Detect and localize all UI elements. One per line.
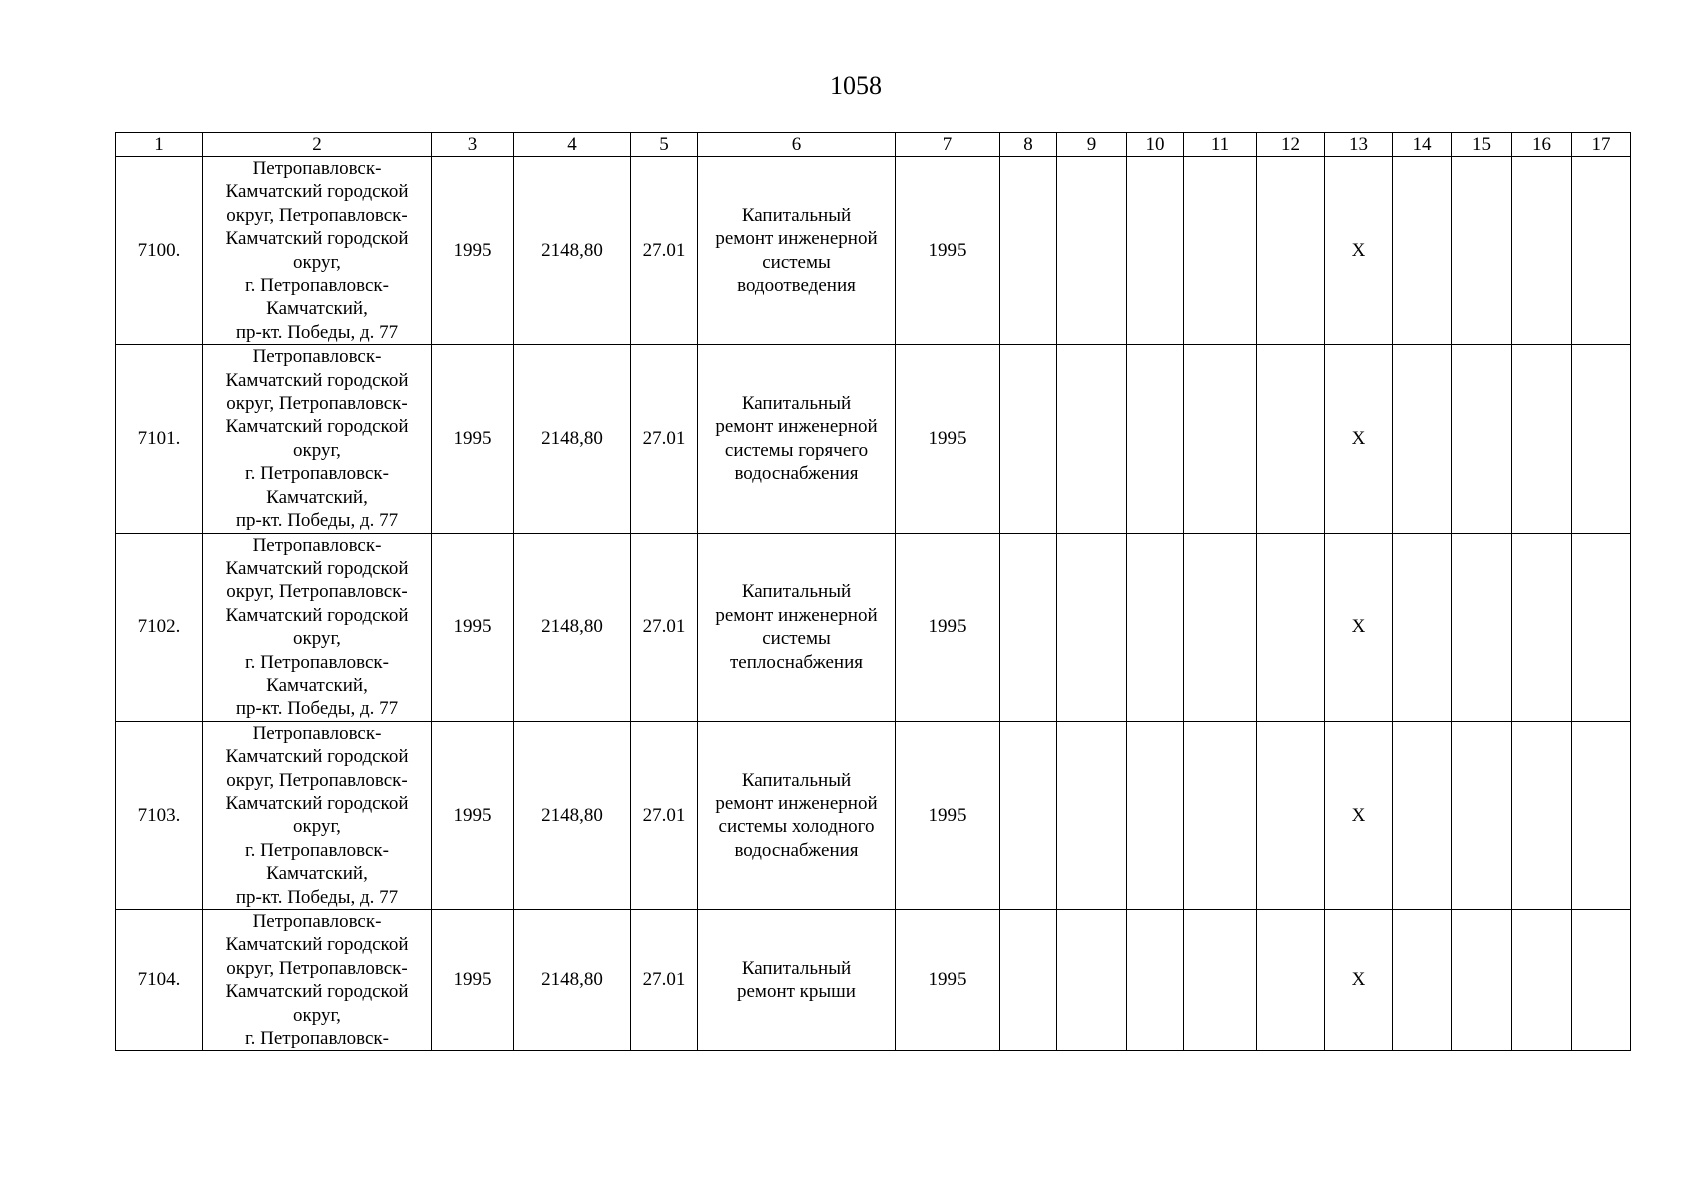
column-header: 8 xyxy=(1000,133,1057,157)
empty-cell xyxy=(1057,910,1127,1051)
empty-cell xyxy=(1572,345,1631,533)
empty-cell xyxy=(1000,345,1057,533)
empty-cell xyxy=(1000,721,1057,909)
column-header: 17 xyxy=(1572,133,1631,157)
code-cell: 27.01 xyxy=(631,533,698,721)
empty-cell xyxy=(1057,345,1127,533)
column-header: 3 xyxy=(432,133,514,157)
work-type-text: Капитальный ремонт инженерной системы теплоснабжения xyxy=(715,581,878,673)
registry-table xyxy=(115,132,1631,1051)
mark-cell: X xyxy=(1325,533,1393,721)
work-type-cell xyxy=(698,721,896,909)
address-cell xyxy=(203,910,432,1051)
column-header: 11 xyxy=(1184,133,1257,157)
year-cell: 1995 xyxy=(896,533,1000,721)
empty-cell xyxy=(1257,345,1325,533)
empty-cell xyxy=(1452,910,1512,1051)
empty-cell xyxy=(1572,533,1631,721)
address-text: Петропавловск- Камчатский городской округ, Петропавловск- Камчатский городской округ, г. Петропавловск- Камчатский, пр-кт. Победы, д. 77 xyxy=(225,534,409,720)
column-header: 2 xyxy=(203,133,432,157)
year-cell: 1995 xyxy=(896,721,1000,909)
empty-cell xyxy=(1184,721,1257,909)
empty-cell xyxy=(1512,533,1572,721)
empty-cell xyxy=(1184,533,1257,721)
work-type-text: Капитальный ремонт инженерной системы горячего водоснабжения xyxy=(715,393,878,485)
empty-cell xyxy=(1257,910,1325,1051)
empty-cell xyxy=(1572,721,1631,909)
code-cell: 27.01 xyxy=(631,721,698,909)
area-cell: 2148,80 xyxy=(514,345,631,533)
empty-cell xyxy=(1572,157,1631,345)
mark-cell: X xyxy=(1325,721,1393,909)
year-cell: 1995 xyxy=(432,345,514,533)
empty-cell xyxy=(1184,345,1257,533)
work-type-cell xyxy=(698,157,896,345)
header-row xyxy=(116,133,1631,157)
address-cell xyxy=(203,533,432,721)
empty-cell xyxy=(1257,533,1325,721)
empty-cell xyxy=(1127,533,1184,721)
year-cell: 1995 xyxy=(432,910,514,1051)
address-text: Петропавловск- Камчатский городской округ, Петропавловск- Камчатский городской округ, г. Петропавловск- xyxy=(225,911,409,1050)
year-cell: 1995 xyxy=(896,910,1000,1051)
area-cell: 2148,80 xyxy=(514,910,631,1051)
empty-cell xyxy=(1393,721,1452,909)
address-cell xyxy=(203,721,432,909)
empty-cell xyxy=(1512,345,1572,533)
table-row xyxy=(116,721,1631,909)
empty-cell xyxy=(1393,157,1452,345)
empty-cell xyxy=(1393,910,1452,1051)
table-row xyxy=(116,345,1631,533)
empty-cell xyxy=(1000,910,1057,1051)
mark-cell: X xyxy=(1325,345,1393,533)
work-type-cell xyxy=(698,345,896,533)
column-header: 6 xyxy=(698,133,896,157)
row-number: 7100. xyxy=(116,157,203,345)
empty-cell xyxy=(1127,345,1184,533)
empty-cell xyxy=(1127,721,1184,909)
row-number: 7101. xyxy=(116,345,203,533)
column-header: 13 xyxy=(1325,133,1393,157)
column-header: 10 xyxy=(1127,133,1184,157)
empty-cell xyxy=(1184,910,1257,1051)
address-cell xyxy=(203,345,432,533)
empty-cell xyxy=(1127,157,1184,345)
area-cell: 2148,80 xyxy=(514,533,631,721)
column-header: 1 xyxy=(116,133,203,157)
code-cell: 27.01 xyxy=(631,157,698,345)
address-text: Петропавловск- Камчатский городской округ, Петропавловск- Камчатский городской округ, г. Петропавловск- Камчатский, пр-кт. Победы, д. 77 xyxy=(225,346,409,532)
empty-cell xyxy=(1452,157,1512,345)
area-cell: 2148,80 xyxy=(514,721,631,909)
column-header: 15 xyxy=(1452,133,1512,157)
empty-cell xyxy=(1127,910,1184,1051)
empty-cell xyxy=(1057,533,1127,721)
address-cell xyxy=(203,157,432,345)
empty-cell xyxy=(1257,721,1325,909)
page-number: 1058 xyxy=(830,71,882,100)
year-cell: 1995 xyxy=(896,157,1000,345)
empty-cell xyxy=(1452,345,1512,533)
year-cell: 1995 xyxy=(896,345,1000,533)
column-header: 4 xyxy=(514,133,631,157)
empty-cell xyxy=(1184,157,1257,345)
address-text: Петропавловск- Камчатский городской округ, Петропавловск- Камчатский городской округ, г. Петропавловск- Камчатский, пр-кт. Победы, д. 77 xyxy=(225,722,409,908)
empty-cell xyxy=(1393,533,1452,721)
empty-cell xyxy=(1057,157,1127,345)
year-cell: 1995 xyxy=(432,721,514,909)
empty-cell xyxy=(1452,721,1512,909)
empty-cell xyxy=(1257,157,1325,345)
column-header: 5 xyxy=(631,133,698,157)
empty-cell xyxy=(1000,157,1057,345)
empty-cell xyxy=(1572,910,1631,1051)
empty-cell xyxy=(1000,533,1057,721)
table-row xyxy=(116,533,1631,721)
column-header: 14 xyxy=(1393,133,1452,157)
column-header: 9 xyxy=(1057,133,1127,157)
work-type-text: Капитальный ремонт крыши xyxy=(737,957,856,1002)
work-type-text: Капитальный ремонт инженерной системы холодного водоснабжения xyxy=(715,769,878,861)
area-cell: 2148,80 xyxy=(514,157,631,345)
empty-cell xyxy=(1057,721,1127,909)
empty-cell xyxy=(1512,721,1572,909)
row-number: 7102. xyxy=(116,533,203,721)
mark-cell: X xyxy=(1325,157,1393,345)
table-row xyxy=(116,157,1631,345)
work-type-cell xyxy=(698,533,896,721)
table-row xyxy=(116,910,1631,1051)
column-header: 7 xyxy=(896,133,1000,157)
row-number: 7104. xyxy=(116,910,203,1051)
empty-cell xyxy=(1393,345,1452,533)
code-cell: 27.01 xyxy=(631,910,698,1051)
address-text: Петропавловск- Камчатский городской округ, Петропавловск- Камчатский городской округ, г. Петропавловск- Камчатский, пр-кт. Победы, д. 77 xyxy=(225,158,409,343)
empty-cell xyxy=(1512,157,1572,345)
work-type-cell xyxy=(698,910,896,1051)
year-cell: 1995 xyxy=(432,157,514,345)
mark-cell: X xyxy=(1325,910,1393,1051)
work-type-text: Капитальный ремонт инженерной системы водоотведения xyxy=(715,204,878,297)
column-header: 12 xyxy=(1257,133,1325,157)
empty-cell xyxy=(1512,910,1572,1051)
code-cell: 27.01 xyxy=(631,345,698,533)
column-header: 16 xyxy=(1512,133,1572,157)
row-number: 7103. xyxy=(116,721,203,909)
year-cell: 1995 xyxy=(432,533,514,721)
empty-cell xyxy=(1452,533,1512,721)
